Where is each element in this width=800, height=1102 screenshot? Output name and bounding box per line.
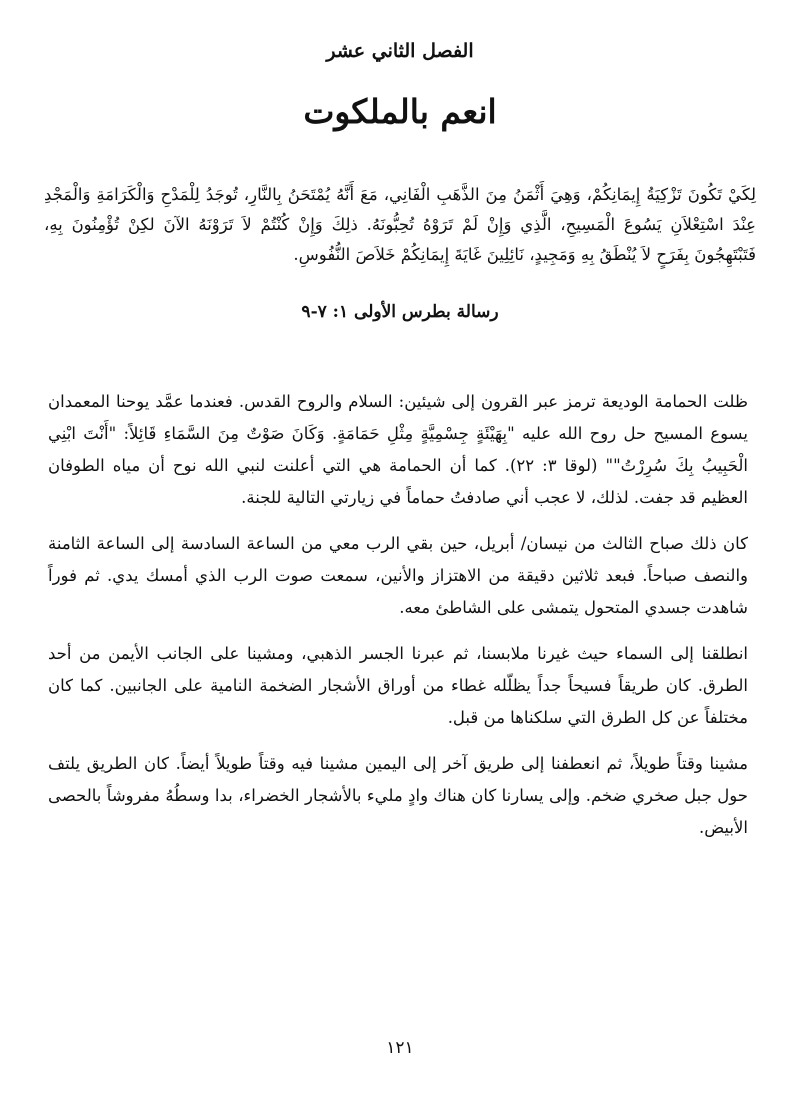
- chapter-title: انعم بالملكوت: [303, 92, 497, 131]
- paragraph: مشينا وقتاً طويلاً، ثم انعطفنا إلى طريق آخر إلى اليمين مشينا فيه وقتاً طويلاً أيضاً. كان الطريق يلتف حول جبل صخري ضخم. وإلى يسارنا كان هناك وادٍ مليء بالأشجار الخضراء، بدا وسطُهُ مفروشاً بالحصى الأبيض.: [48, 754, 748, 837]
- paragraph: ظلت الحمامة الوديعة ترمز عبر القرون إلى شيئين: السلام والروح القدس. فعندما عمَّد يوحنا المعمدان يسوع المسيح حل روح الله عليه "بِهَيْئَةٍ جِسْمِيَّةٍ مِثْلِ حَمَامَةٍ. وَكَانَ صَوْتٌ مِنَ السَّمَاءِ قَائِلاً: "أَنْتَ ابْنِي الْحَبِيبُ بِكَ سُرِرْتُ"" (لوقا ٣: ٢٢). كما أن الحمامة هي التي أعلنت لنبي الله نوح أن مياه الطوفان العظيم قد جفت. لذلك، لا عجب أني صادفتُ حماماً في زيارتي التالية للجنة.: [48, 392, 748, 507]
- paragraph: انطلقنا إلى السماء حيث غيرنا ملابسنا، ثم عبرنا الجسر الذهبي، ومشينا على الجانب الأيمن من أحد الطرق. كان طريقاً فسيحاً جداً يظلّله غطاء من أوراق الأشجار الضخمة النامية على الجانبين. كما كان مختلفاً عن كل الطرق التي سلكناها من قبل.: [48, 644, 748, 727]
- body-text: [48, 386, 748, 858]
- epigraph-reference: رسالة بطرس الأولى ١: ٧-٩: [301, 302, 499, 322]
- paragraph: كان ذلك صباح الثالث من نيسان/ أبريل، حين بقي الرب معي من الساعة السادسة إلى الساعة الثامنة والنصف صباحاً. فبعد ثلاثين دقيقة من الاهتزاز والأنين، سمعت صوت الرب الذي أمسك يدي. ثم فوراً شاهدت جسدي المتحول يتمشى على الشاطئ معه.: [48, 534, 748, 617]
- epigraph-verse: لِكَيْ تَكُونَ تَزْكِيَةُ إِيمَانِكُمْ، وَهِيَ أَثْمَنُ مِنَ الذَّهَبِ الْفَانِي، مَعَ أَنَّهُ يُمْتَحَنُ بِالنَّارِ، تُوجَدُ لِلْمَدْحِ وَالْكَرَامَةِ وَالْمَجْدِ عِنْدَ اسْتِعْلاَنِ يَسُوعَ الْمَسِيحِ، الَّذِي وَإِنْ لَمْ تَرَوْهُ تُحِبُّونَهُ. ذلِكَ وَإِنْ كُنْتُمْ لاَ تَرَوْنَهُ الآنَ لكِنْ تُؤْمِنُونَ بِهِ، فَتَبْتَهِجُونَ بِفَرَحٍ لاَ يُنْطَقُ بِهِ وَمَجِيدٍ، نَائِلِينَ غَايَةَ إِيمَانِكُمْ خَلاَصَ النُّفُوسِ.: [44, 185, 756, 264]
- page-number: ١٢١: [386, 1038, 414, 1058]
- chapter-label: الفصل الثاني عشر: [326, 40, 474, 62]
